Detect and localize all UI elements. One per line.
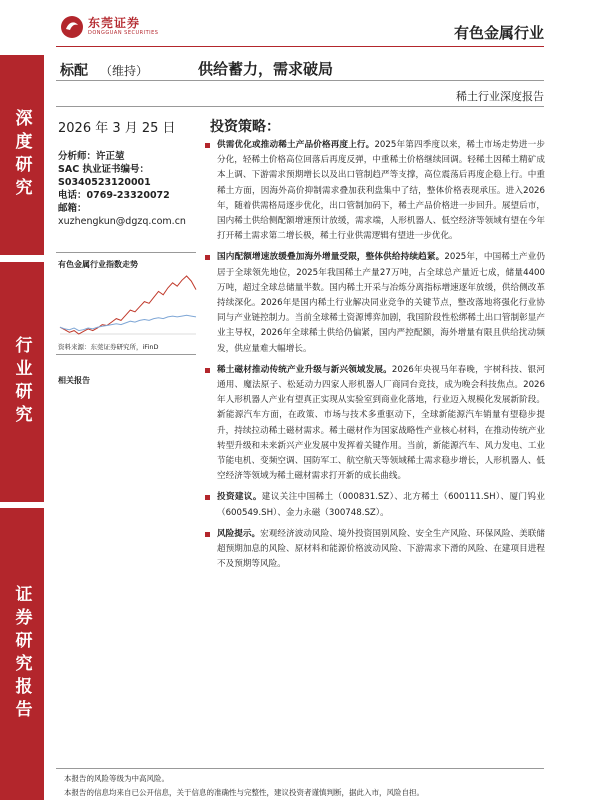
chart-title: 有色金属行业指数走势: [58, 260, 138, 269]
section-text: 宏观经济波动风险、境外投资国别风险、安全生产风险、环保风险、美联储超预期加息的风险、原材料和能源价格波动风险、下游需求下滑的风险、在建项目进程不及预期等风险。: [217, 528, 545, 570]
email-address[interactable]: xuzhengkun@dgzq.com.cn: [58, 216, 186, 227]
section-lead: 稀土磁材推动传统产业升级与新兴领域发展。: [217, 364, 392, 375]
industry-title: 有色金属行业: [453, 24, 544, 42]
section-text: 2025年，中国稀土产业仍居于全球领先地位，2025年我国稀土产量27万吨，占全球总产量近七成，储量4400万吨，超过全球总储量半数。国内稀土开采与冶炼分离指标增速逐年放缓，供给侧改革持续深化。2026年是国内稀土行业解决同业竞争的关键节点，整改落地将强化行业协同与产业链控制力。当前全球稀土资源博弈加剧，我国阶段性松绑稀土出口管制彰显产业主导权，2026年全球稀土供给仍偏紧，国内严控配额，海外增量有限且供给扰动频发，供应量难大幅增长。: [217, 252, 545, 354]
chart-series-line-1: [60, 315, 196, 330]
chart-divider: [56, 354, 196, 355]
related-reports-label: 相关报告: [58, 376, 90, 385]
section-text: 2026年央视马年春晚，宇树科技、银河通用、魔法原子、松延动力四家人形机器人厂商同台竞技，成为晚会科技焦点。2026年人形机器人产业有望真正实现从实验室到商业化落地，行业迈入规模化发展新阶段。新能源汽车方面，在政策、市场与技术多重驱动下，全球新能源汽车销量有望稳步提升，持续拉动稀土磁材需求。稀土磁材作为国家战略性产业核心材料，在推动传统产业转型升级和未来新兴产业发展中发挥着关键作用。当前，新能源汽车、风力发电、工业节能电机、变频空调、国防军工、航空航天等领域稀土需求稳步增长，人形机器人、低空经济等领域为稀土磁材需求打开新的成长曲线。: [217, 364, 545, 482]
side-label-industry-research: 行业研究: [11, 336, 32, 428]
sac-label: SAC 执业证书编号：: [58, 164, 149, 175]
section-magnet: [205, 363, 545, 485]
side-band-deep-research: [0, 55, 44, 255]
analyst-info: [58, 150, 186, 228]
analyst-divider: [56, 252, 196, 253]
section-risk: [205, 527, 545, 573]
title-divider: [56, 80, 544, 81]
strategy-body: [205, 138, 545, 572]
brand-name-en: DONGGUAN SECURITIES: [88, 30, 159, 36]
chart-source: 资料来源：东莞证券研究所，iFinD: [58, 343, 159, 351]
chart-series-line-0: [60, 276, 196, 334]
footer-risk-level: 本报告的风险等级为中高风险。: [64, 774, 169, 783]
side-label-securities-report: 证券研究报告: [11, 585, 32, 723]
analyst-name: 许正堃: [96, 151, 125, 162]
phone-label: 电话：: [58, 190, 87, 201]
section-lead: 风险提示。: [217, 528, 261, 539]
side-band-industry-research: [0, 262, 44, 502]
side-band-securities-report: [0, 508, 44, 800]
index-trend-chart: [56, 270, 200, 340]
rating-label: 标配: [60, 63, 88, 79]
strategy-title: 投资策略：: [210, 119, 280, 135]
report-date: 2026 年 3 月 25 日: [58, 121, 176, 136]
report-type: 稀土行业深度报告: [456, 90, 544, 103]
brand-logo-icon: [60, 15, 84, 39]
section-investment: [205, 490, 545, 520]
brand-name-cn: 东莞证券: [88, 16, 141, 30]
footer-divider: [56, 768, 544, 769]
section-lead: 国内配额增速放缓叠加海外增量受限，整体供给持续趋紧。: [217, 252, 445, 263]
report-headline: 供给蓄力，需求破局: [198, 60, 334, 78]
footer-disclaimer: 本报告的信息均来自已公开信息，关于信息的准确性与完整性，建议投资者谨慎判断，据此入市，风险自担。: [64, 788, 424, 797]
section-lead: 供需优化或推动稀土产品价格再度上行。: [217, 140, 375, 150]
header-divider: [56, 46, 544, 47]
section-quota: [205, 250, 545, 356]
section-lead: 投资建议。: [217, 492, 262, 503]
sac-number: S0340523120001: [58, 177, 151, 188]
section-text: 建议关注中国稀土（000831.SZ）、北方稀土（600111.SH）、厦门钨业（600549.SH）、金力永磁（300748.SZ）。: [217, 492, 545, 518]
section-text: 2025年第四季度以来，稀土市场走势进一步分化，轻稀土价格高位回落后再度反弹，中重稀土价格继续回调。轻稀土因稀土精矿成本上调、下游需求预期增长以及出口管制趋严等支撑，高位震荡后再度企稳上行。中重稀土方面，因海外高价抑制需求叠加获利盘集中了结，整体价格表现承压。进入2026年，随着供需格局逐步优化，出口管制加码下，稀土产品价格进一步回升。展望后市，国内稀土供给侧配额增速预计放缓，需求端，人形机器人、低空经济等领域有望在今年打开稀土需求第二增长极，稀土行业供需逻辑有望进一步优化。: [217, 140, 545, 242]
brand-logo: [60, 15, 158, 39]
section-supply-demand: [205, 138, 545, 244]
analyst-name-label: 分析师：: [58, 151, 97, 162]
side-label-deep-research: 深度研究: [11, 109, 32, 201]
phone-number: 0769-23320072: [86, 190, 170, 201]
email-label: 邮箱：: [58, 203, 87, 214]
subtitle-divider: [56, 106, 544, 107]
rating-note: （维持）: [100, 64, 149, 78]
